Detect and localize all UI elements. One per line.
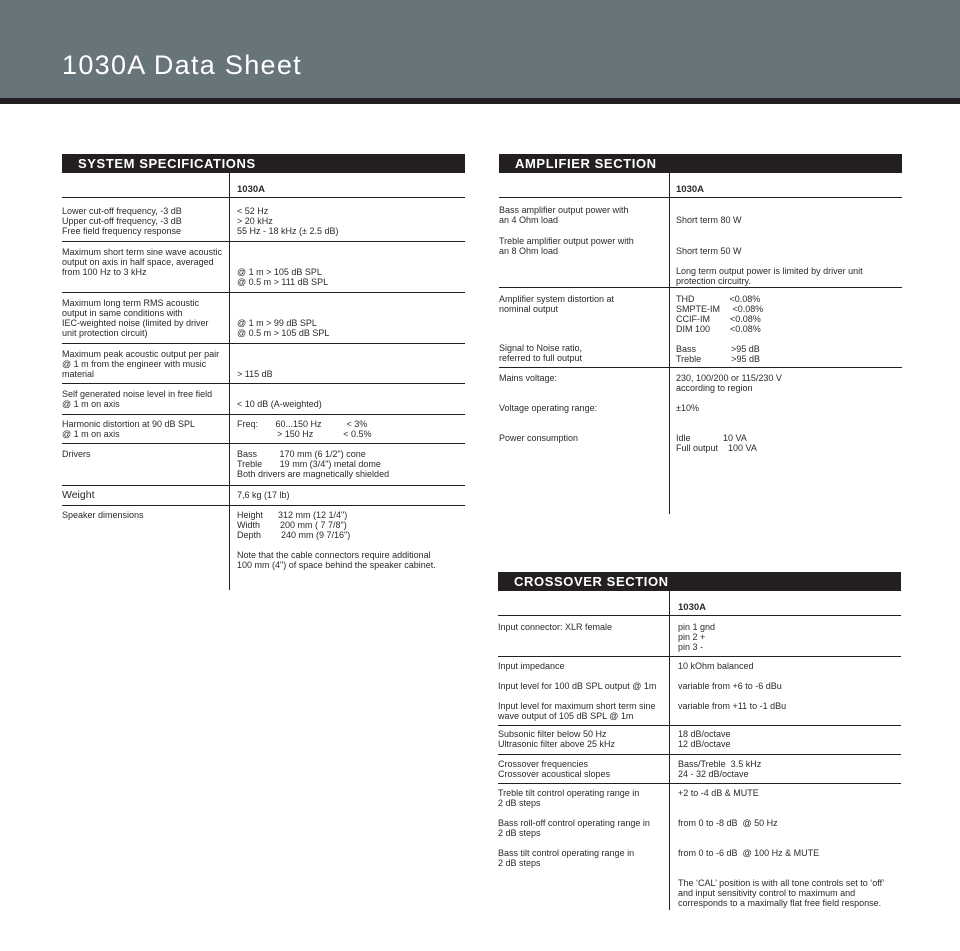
row-divider (62, 292, 465, 293)
header-rule (0, 98, 960, 104)
amplifier-row-label: Mains voltage: Voltage operating range: Power consumption (499, 373, 598, 443)
system-column-header: 1030A (237, 184, 265, 195)
row-divider (499, 367, 902, 368)
amplifier-row-label: Amplifier system distortion at nominal output (499, 294, 615, 314)
amplifier-column-divider (669, 173, 670, 514)
row-divider (62, 414, 465, 415)
system-row-value: > 115 dB (237, 369, 273, 379)
system-row-value: @ 1 m > 105 dB SPL @ 0.5 m > 111 dB SPL (237, 267, 329, 287)
row-divider (62, 505, 465, 506)
amplifier-column-header: 1030A (676, 184, 704, 195)
amplifier-row-label: Treble amplifier output power with an 8 Ohm load (499, 236, 634, 256)
crossover-row-label: Input impedance Input level for 100 dB SPL output @ 1m Input level for maximum short term sine wave output of 105 dB SPL @ 1m (498, 661, 657, 721)
system-row-value: 7,6 kg (17 lb) (237, 490, 290, 500)
header-band (0, 0, 960, 98)
row-divider (62, 485, 465, 486)
page-title: 1030A Data Sheet (62, 50, 302, 80)
amplifier-row-value: Short term 50 W Long term output power is limited by driver unit protection circuitry. (676, 246, 863, 286)
row-divider (498, 725, 901, 726)
row-divider (62, 343, 465, 344)
system-row-label: Lower cut-off frequency, -3 dB Upper cut-off frequency, -3 dB Free field frequency response (62, 206, 182, 236)
system-row-label: Maximum long term RMS acoustic output in same conditions with IEC-weighted noise (limited by driver unit protection circuit) (62, 298, 209, 338)
crossover-row-label: Treble tilt control operating range in 2 dB steps Bass roll-off control operating range in 2 dB steps Bass tilt control operating range in 2 dB steps (498, 788, 650, 868)
system-column-divider (229, 173, 230, 590)
system-row-label: Harmonic distortion at 90 dB SPL @ 1 m on axis (62, 419, 196, 439)
amplifier-section-heading: AMPLIFIER SECTION (499, 154, 902, 173)
crossover-row-label: Subsonic filter below 50 Hz Ultrasonic filter above 25 kHz (498, 729, 616, 749)
amplifier-row-label: Signal to Noise ratio, referred to full output (499, 343, 583, 363)
system-row-value: Freq: 60...150 Hz < 3% > 150 Hz < 0.5% (237, 419, 372, 439)
crossover-row-value: 10 kOhm balanced variable from +6 to -6 dBu variable from +11 to -1 dBu (678, 661, 787, 711)
amplifier-header-rule (499, 197, 902, 198)
system-row-value: @ 1 m > 99 dB SPL @ 0.5 m > 105 dB SPL (237, 318, 330, 338)
system-row-value: Height 312 mm (12 1/4") Width 200 mm ( 7 7/8") Depth 240 mm (9 7/16") Note that the cable connectors require additional 100 mm (4") of space behind the speaker cabinet. (237, 510, 436, 570)
crossover-row-label: Crossover frequencies Crossover acoustical slopes (498, 759, 611, 779)
row-divider (498, 783, 901, 784)
crossover-row-value: pin 1 gnd pin 2 + pin 3 - (678, 622, 716, 652)
amplifier-row-value: THD <0.08% SMPTE-IM <0.08% CCIF-IM <0.08% DIM 100 <0.08% Bass >95 dB Treble >95 dB (676, 294, 764, 364)
amplifier-row-label: Bass amplifier output power with an 4 Ohm load (499, 205, 629, 225)
crossover-column-divider (669, 591, 670, 910)
crossover-row-value: Bass/Treble 3.5 kHz 24 - 32 dB/octave (678, 759, 762, 779)
row-divider (499, 287, 902, 288)
system-row-label: Self generated noise level in free field @ 1 m on axis (62, 389, 213, 409)
amplifier-row-value: Short term 80 W (676, 215, 742, 225)
system-row-value: < 52 Hz > 20 kHz 55 Hz - 18 kHz (± 2.5 dB) (237, 206, 339, 236)
crossover-header-rule (498, 615, 901, 616)
system-header-rule (62, 197, 465, 198)
crossover-row-value: 18 dB/octave 12 dB/octave (678, 729, 731, 749)
system-row-value: < 10 dB (A-weighted) (237, 399, 322, 409)
system-row-label: Speaker dimensions (62, 510, 144, 520)
row-divider (498, 754, 901, 755)
system-row-label: Maximum peak acoustic output per pair @ 1 m from the engineer with music material (62, 349, 220, 379)
row-divider (498, 656, 901, 657)
crossover-row-label: Input connector: XLR female (498, 622, 613, 632)
system-row-label: Weight (62, 489, 95, 501)
amplifier-row-value: 230, 100/200 or 115/230 V according to region ±10% Idle 10 VA Full output 100 VA (676, 373, 782, 453)
system-row-label: Maximum short term sine wave acoustic output on axis in half space, averaged from 100 Hz to 3 kHz (62, 247, 223, 277)
system-row-value: Bass 170 mm (6 1/2") cone Treble 19 mm (3/4") metal dome Both drivers are magnetically shielded (237, 449, 390, 479)
system-row-label: Drivers (62, 449, 91, 459)
row-divider (62, 241, 465, 242)
row-divider (62, 383, 465, 384)
crossover-column-header: 1030A (678, 602, 706, 613)
system-section-heading: SYSTEM SPECIFICATIONS (62, 154, 465, 173)
crossover-row-value: +2 to -4 dB & MUTE from 0 to -8 dB @ 50 Hz from 0 to -6 dB @ 100 Hz & MUTE The ‘CAL’ position is with all tone controls set to ‘off’ and input sensitivity control to maximum and corresponds to a maximally flat free field response. (678, 788, 885, 908)
row-divider (62, 443, 465, 444)
crossover-section-heading: CROSSOVER SECTION (498, 572, 901, 591)
